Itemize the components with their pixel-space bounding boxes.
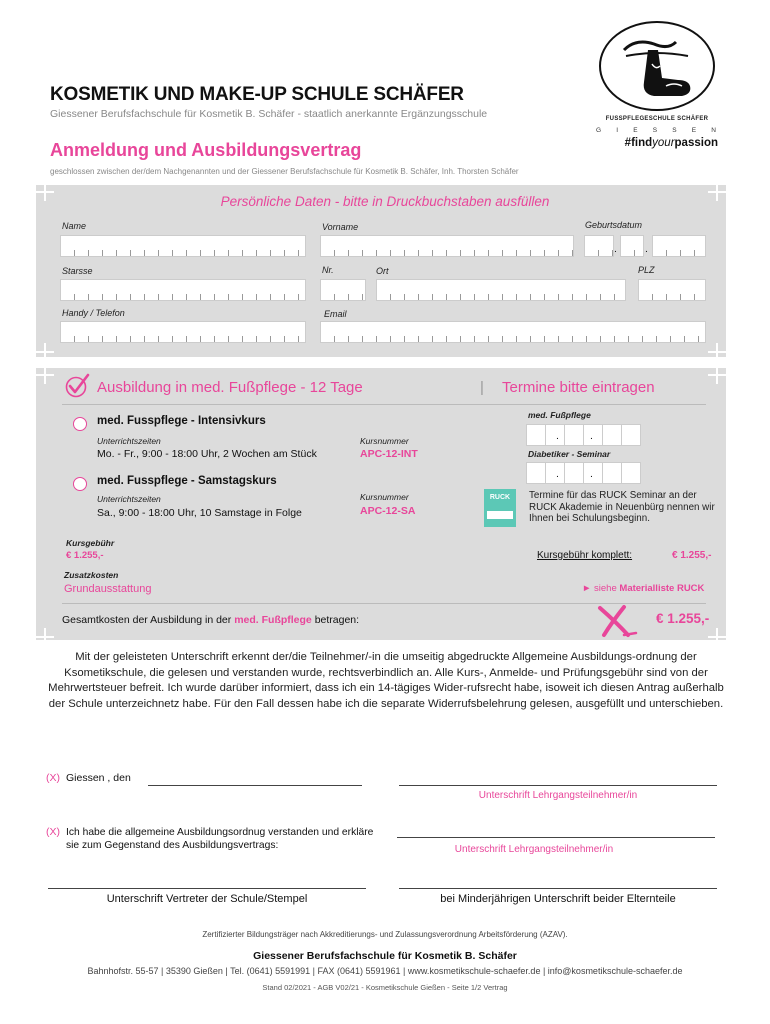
legal-text: Mit der geleisteten Unterschrift erkennt der/die Teilnehmer/-in die umseitig abgedruckte Allgemeine Ausbildungs-ordnung der Ksometikschule, die gelesen und verstanden wurde, rechtsverbindlich an. Alle Kurs-, Anmelde- und Prüfungsgebühr sind von der Mehrwertsteuer befreit. Ich wurde darüber informiert, dass ich ein 14-tägiges Wider-rufsrecht habe, isoweit ich diesen Antrag außerhalb der Schule unterzeichnetz habe. Für den Fall dessen habe ich die separate Widerrufsbelehrung gelesen, ausgefüllt und unterschieben. [48,651,724,710]
footer-name: Giessener Berufsfachschule für Kosmetik B. Schäfer [253,950,517,962]
med-date-box[interactable] [545,424,565,446]
school-subtitle: Giessener Berufsfachschule für Kosmetik B. Schäfer - staatlich anerkannte Ergänzungsschule [50,108,488,120]
diab-date-box[interactable] [583,462,603,484]
signature-line-2[interactable] [397,836,715,838]
birthdate-month-field[interactable] [620,235,644,257]
personal-section-title: Persönliche Daten - bitte in Druckbuchstaben ausfüllen [220,194,550,209]
sig2-label: Unterschrift Lehrgangsteilnehmer/in [454,844,614,855]
label-vorname: Vorname [322,222,359,232]
option1-zeiten-label: Unterrichtszeiten [97,436,161,446]
crop-mark [36,628,54,646]
date-dot: . [590,430,593,442]
plz-field[interactable] [638,279,706,301]
strasse-field[interactable] [60,279,306,301]
date-dot: . [614,243,617,255]
hashtag: #findyourpassion [624,137,718,149]
date-dot: . [556,468,559,480]
label-ort: Ort [376,266,389,276]
med-date-box[interactable] [564,424,584,446]
agree-text: Ich habe die allgemeine Ausbildungsordnug verstanden und erkläre sie zum Gegenstand des Ausbildungsvertrags: [66,827,374,851]
cross-mark-icon [594,604,640,638]
parents-signature-line[interactable] [399,887,717,889]
siehe-materialliste: ► siehe Materialliste RUCK [582,583,705,594]
footer-stand: Stand 02/2021 - AGB V02/21 - Kosmetikschule Gießen - Seite 1/2 Vertrag [262,983,508,992]
x-marker-1: (X) [46,772,60,784]
gebuehr-label: Kursgebühr [66,538,115,548]
school-title: KOSMETIK UND MAKE-UP SCHULE SCHÄFER [50,84,464,105]
school-sig-label: Unterschrift Vertreter der Schule/Stempel [106,893,308,905]
radio-samstagskurs[interactable] [73,477,87,491]
vorname-field[interactable] [320,235,574,257]
crop-mark [36,366,54,384]
label-geburtsdatum: Geburtsdatum [585,220,643,230]
option1-name: med. Fusspflege - Intensivkurs [97,415,266,427]
option2-kurs: APC-12-SA [360,505,416,517]
termine-title: Termine bitte eintragen [502,379,655,396]
email-field[interactable] [320,321,706,343]
check-icon [64,372,92,400]
parents-sig-label: bei Minderjährigen Unterschrift beider Elternteile [440,893,676,905]
birthdate-day-field[interactable] [584,235,614,257]
label-name: Name [62,221,87,231]
option2-zeiten: Sa., 9:00 - 18:00 Uhr, 10 Samstage in Folge [97,507,302,519]
diab-date-box[interactable] [602,462,622,484]
ruck-logo: RUCK [484,489,516,527]
date-dot: . [645,243,648,255]
label-email: Email [324,309,347,319]
diab-date-box[interactable] [545,462,565,484]
option1-kurs: APC-12-INT [360,448,418,460]
grundausstattung: Grundausstattung [64,583,152,595]
diab-date-box[interactable] [564,462,584,484]
med-date-box[interactable] [621,424,641,446]
crop-mark [708,343,726,361]
option1-kurs-label: Kursnummer [360,436,409,446]
logo-text: FUSSPFLEGESCHULE SCHÄFER [605,116,709,122]
med-date-box[interactable] [583,424,603,446]
zusatz-label: Zusatzkosten [64,570,119,580]
ort-field[interactable] [376,279,626,301]
med-date-box[interactable] [602,424,622,446]
footer-address: Bahnhofstr. 55-57 | 35390 Gießen | Tel. (0641) 5591991 | FAX (0641) 5591961 | www.kosmetikschule-schaefer.de | info@kosmetikschule-schaefer.de [87,966,683,976]
gebuehr-value: € 1.255,- [66,550,104,561]
ruck-text: Termine für das RUCK Seminar an der RUCK Akademie in Neuenbürg nennen wir Ihnen bei Schulungsbeginn. [529,490,715,524]
option2-zeiten-label: Unterrichtszeiten [97,494,161,504]
course-title: Ausbildung in med. Fußpflege - 12 Tage [97,379,363,396]
option2-kurs-label: Kursnummer [360,492,409,502]
option1-zeiten: Mo. - Fr., 9:00 - 18:00 Uhr, 2 Wochen am Stück [97,448,317,460]
option2-name: med. Fusspflege - Samstagskurs [97,475,277,487]
birthdate-year-field[interactable] [652,235,706,257]
crop-mark [708,628,726,646]
divider [62,404,706,405]
school-logo [596,20,718,112]
gesamt-value: € 1.255,- [656,611,710,626]
label-nr: Nr. [322,265,334,275]
diab-date-box[interactable] [621,462,641,484]
phone-field[interactable] [60,321,306,343]
label-handy: Handy / Telefon [62,308,125,318]
footer-cert: Zertifizierter Bildungsträger nach Akkreditierungs- und Zulassungsverordnung Arbeitsförderung (AZAV). [202,930,568,939]
date-dot: . [590,468,593,480]
crop-mark [708,366,726,384]
label-strasse: Starsse [62,266,93,276]
diab-date-box[interactable] [526,462,546,484]
med-date-box[interactable] [526,424,546,446]
signature-line-1[interactable] [399,784,717,786]
label-plz: PLZ [638,265,655,275]
termine-diab-label: Diabetiker - Seminar [528,449,611,459]
school-signature-line[interactable] [48,887,366,889]
form-heading: Anmeldung und Ausbildungsvertrag [50,140,362,160]
date-dot: . [556,430,559,442]
name-field[interactable] [60,235,306,257]
date-line[interactable] [148,784,362,786]
x-marker-2: (X) [46,826,60,838]
gebuehr-komplett-label: Kursgebühr komplett: [537,550,633,561]
gebuehr-komplett-value: € 1.255,- [672,550,712,561]
contract-line: geschlossen zwischen der/dem Nachgenannten und der Giessener Berufsfachschule für Kosmetik B. Schäfer, Inh. Thorsten Schäfer [50,167,519,176]
title-separator: | [480,379,484,396]
logo-city: G I E S S E N [596,127,716,134]
crop-mark [36,343,54,361]
nr-field[interactable] [320,279,366,301]
termine-med-label: med. Fußpflege [528,410,591,420]
sig1-label: Unterschrift Lehrgangsteilnehmer/in [478,790,638,801]
gesamt-line: Gesamtkosten der Ausbildung in der med. Fußpflege betragen: [62,614,360,626]
radio-intensivkurs[interactable] [73,417,87,431]
giessen-den: Giessen , den [66,772,131,784]
